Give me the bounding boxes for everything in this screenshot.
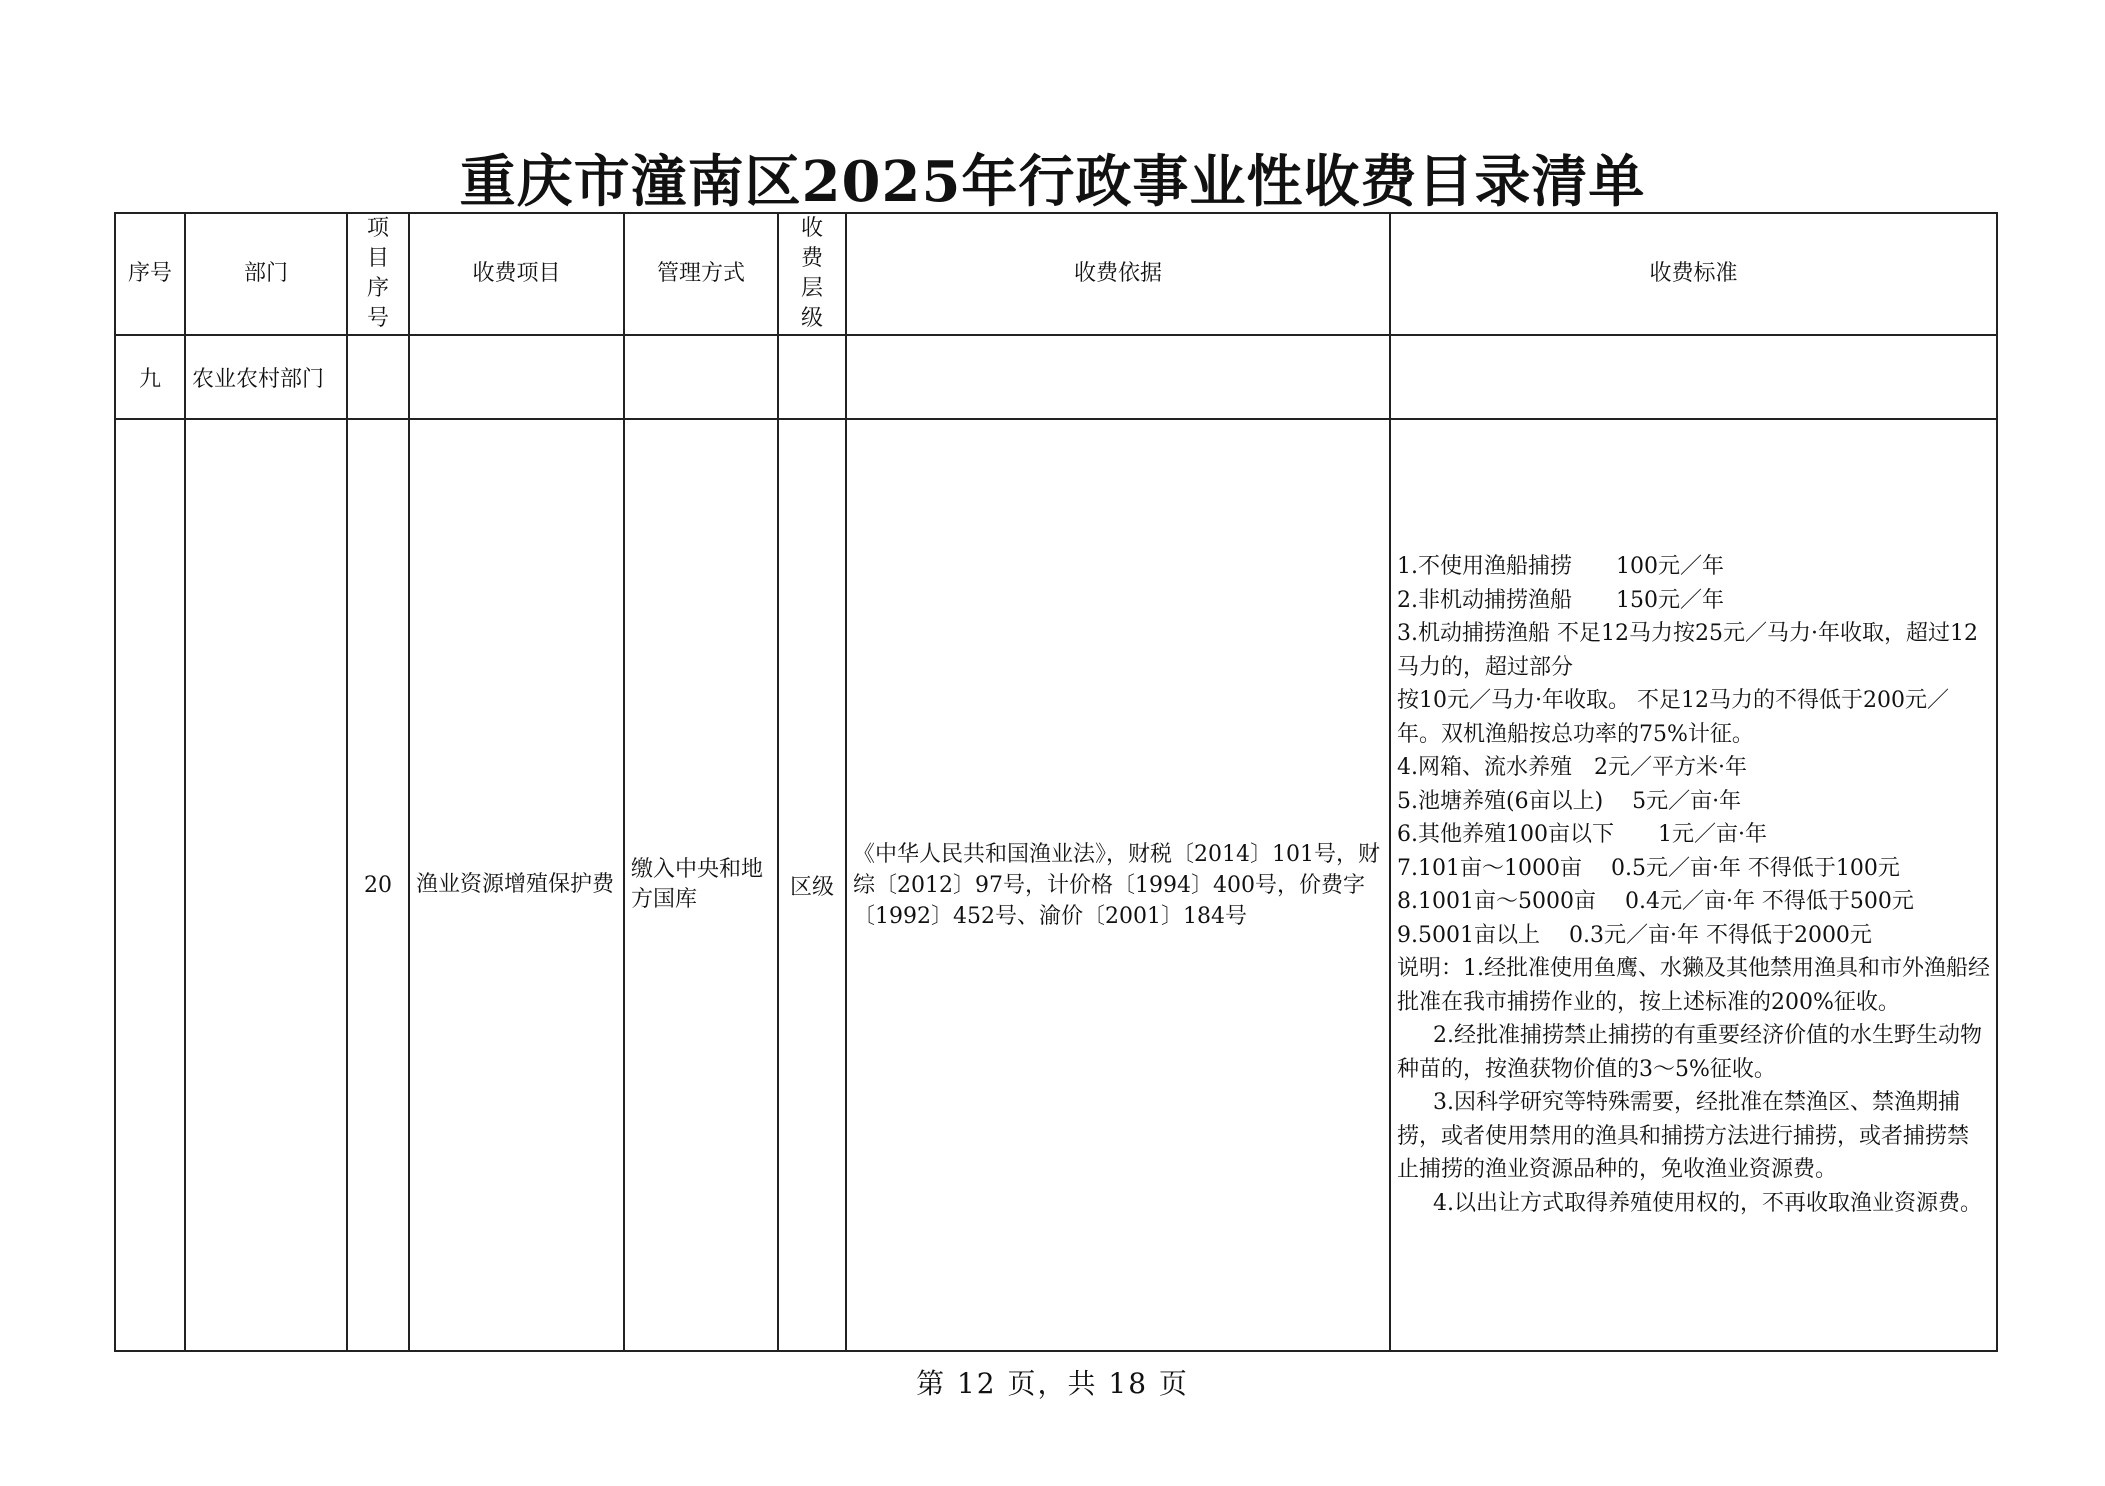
table-row — [115, 419, 1997, 1351]
section-empty-level — [778, 335, 846, 419]
standard-line: 4.网箱、流水养殖 2元／平方米·年 — [1397, 755, 1747, 780]
header-standard: 收费标准 — [1390, 213, 1997, 335]
row-empty-dept — [185, 419, 347, 1351]
header-level — [778, 213, 846, 335]
section-empty-item-no — [347, 335, 409, 419]
header-row — [115, 213, 1997, 335]
standard-note: 4.以出让方式取得养殖使用权的，不再收取渔业资源费。 — [1433, 1190, 1982, 1216]
page-title: 重庆市潼南区2025年行政事业性收费目录清单 — [459, 149, 1646, 215]
section-empty-fee-item — [409, 335, 624, 419]
row-basis: 《中华人民共和国渔业法》，财税〔2014〕101号，财综〔2012〕97号，计价格〔1994〕400号，价费字〔1992〕452号、渝价〔2001〕184号 — [846, 419, 1390, 1351]
standard-line: 6.其他养殖100亩以下 1元／亩·年 — [1397, 822, 1767, 847]
standard-line: 9.5001亩以上 0.3元／亩·年 不得低于2000元 — [1397, 922, 1872, 948]
row-fee-item: 渔业资源增殖保护费 — [409, 419, 624, 1351]
standard-note: 说明：1.经批准使用鱼鹰、水獭及其他禁用渔具和市外渔船经批准在我市捕捞作业的，按上述标准的200%征收。 — [1397, 956, 1990, 1015]
fee-catalog-table — [114, 212, 1998, 1352]
section-seq: 九 — [115, 335, 185, 419]
section-empty-management — [624, 335, 778, 419]
standard-line: 3.机动捕捞渔船 不足12马力按25元／马力·年收取，超过12马力的，超过部分 — [1397, 621, 1978, 680]
header-level-text: 收费层级 — [800, 216, 823, 331]
header-item-no — [347, 213, 409, 335]
standard-note: 2.经批准捕捞禁止捕捞的有重要经济价值的水生野生动物种苗的，按渔获物价值的3～5%征收。 — [1397, 1023, 1982, 1082]
header-seq: 序号 — [115, 213, 185, 335]
header-basis: 收费依据 — [846, 213, 1390, 335]
row-standard — [1390, 419, 1997, 1351]
header-item-no-text: 项目序号 — [366, 216, 389, 331]
header-management: 管理方式 — [624, 213, 778, 335]
header-dept: 部门 — [185, 213, 347, 335]
page-number: 第 12 页，共 18 页 — [916, 1367, 1189, 1400]
section-empty-basis — [846, 335, 1390, 419]
section-dept: 农业农村部门 — [185, 335, 347, 419]
row-empty-seq — [115, 419, 185, 1351]
standard-line: 8.1001亩～5000亩 0.4元／亩·年 不得低于500元 — [1397, 889, 1914, 914]
standard-line: 5.池塘养殖(6亩以上) 5元／亩·年 — [1397, 788, 1742, 814]
standard-line: 1.不使用渔船捕捞 100元／年 — [1397, 554, 1724, 579]
section-empty-standard — [1390, 335, 1997, 419]
row-level: 区级 — [778, 419, 846, 1351]
header-fee-item: 收费项目 — [409, 213, 624, 335]
standard-line: 7.101亩～1000亩 0.5元／亩·年 不得低于100元 — [1397, 855, 1900, 881]
standard-line: 按10元／马力·年收取。 不足12马力的不得低于200元／年。双机渔船按总功率的75%计征。 — [1397, 688, 1949, 747]
row-management: 缴入中央和地方国库 — [624, 419, 778, 1351]
standard-line: 2.非机动捕捞渔船 150元／年 — [1397, 587, 1724, 613]
section-row — [115, 335, 1997, 419]
row-item-no: 20 — [347, 419, 409, 1351]
standard-note: 3.因科学研究等特殊需要，经批准在禁渔区、禁渔期捕捞，或者使用禁用的渔具和捕捞方法进行捕捞，或者捕捞禁止捕捞的渔业资源品种的，免收渔业资源费。 — [1397, 1090, 1970, 1182]
